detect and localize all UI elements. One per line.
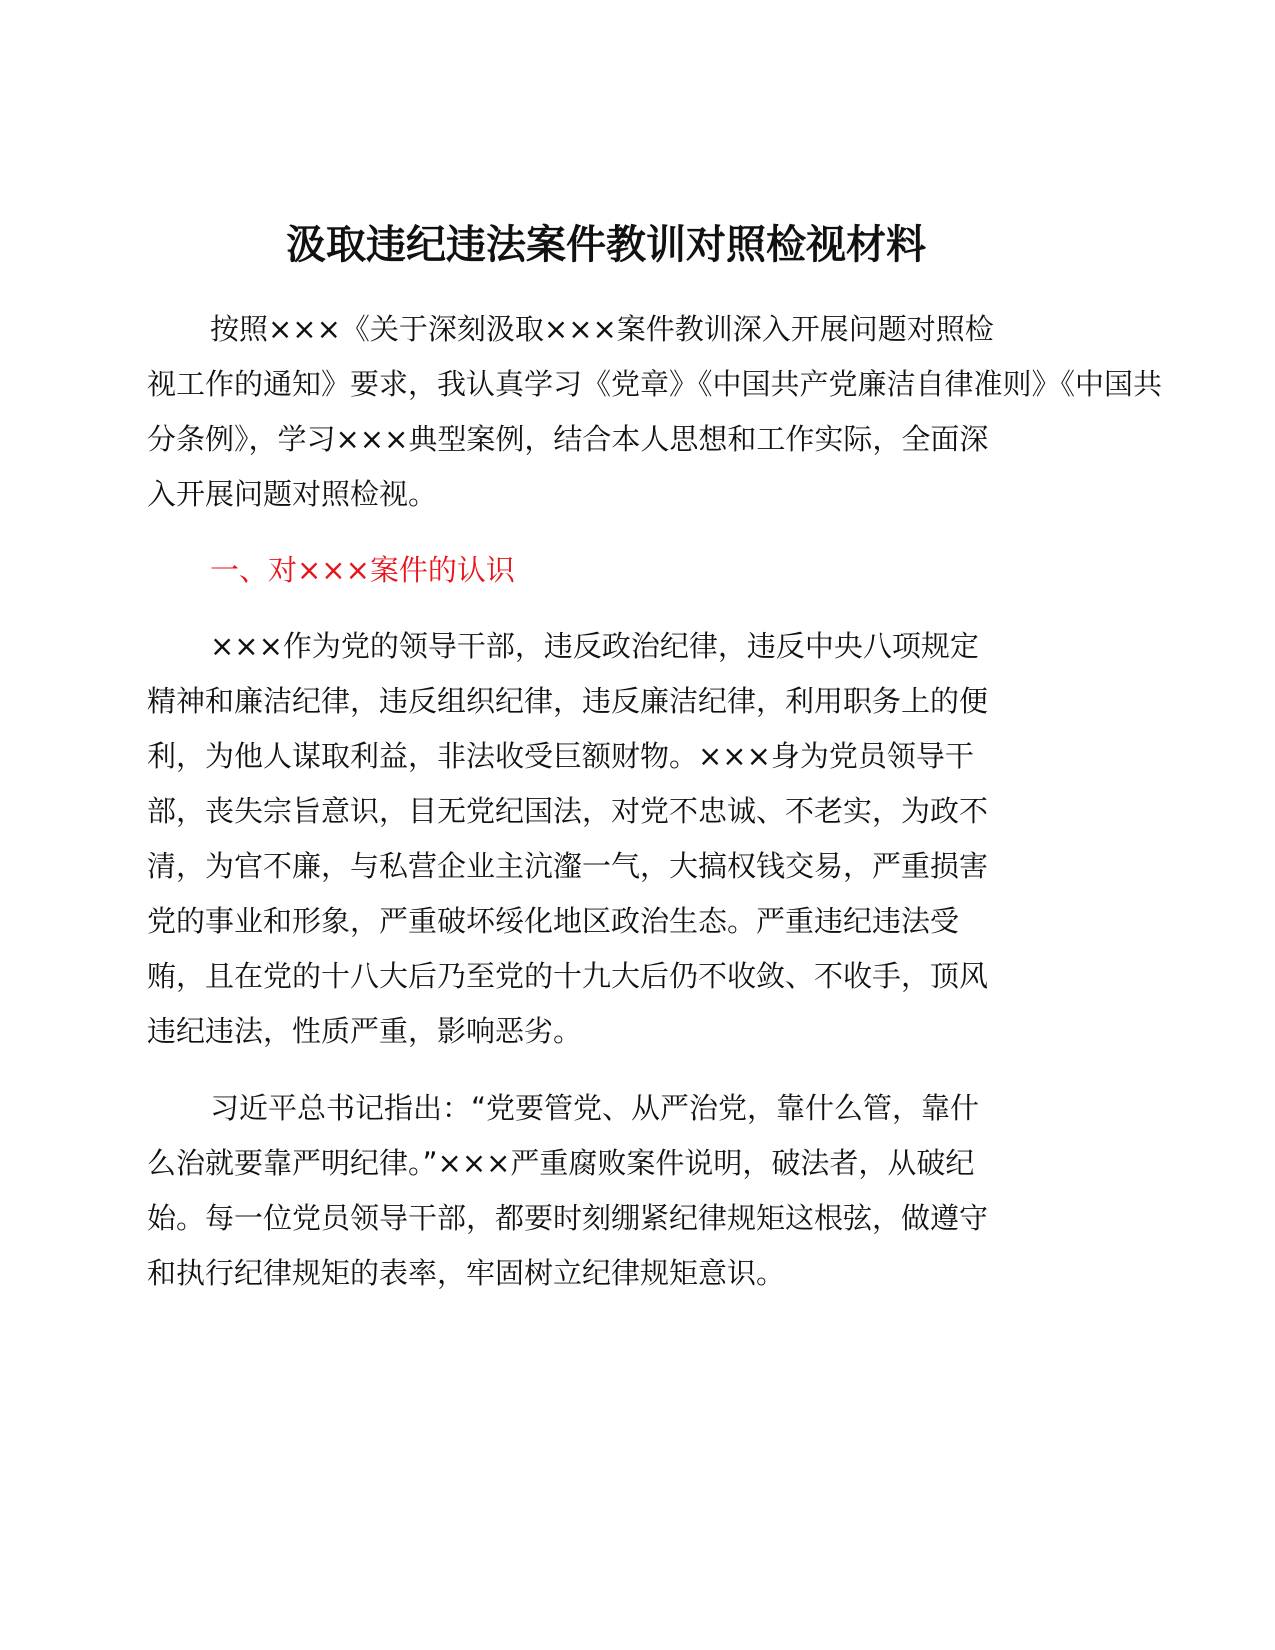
paragraph2-line-2: 么治就要靠严明纪律。”×××严重腐败案件说明，破法者，从破纪 xyxy=(147,1146,975,1180)
document-title: 汲取违纪违法案件教训对照检视材料 xyxy=(286,222,926,268)
intro-line-3: 分条例》，学习×××典型案例，结合本人思想和工作实际，全面深 xyxy=(147,422,989,456)
intro-line-2: 视工作的通知》要求，我认真学习《党章》《中国共产党廉洁自律准则》《中国共 xyxy=(147,367,1163,401)
intro-line-4: 入开展问题对照检视。 xyxy=(147,477,438,511)
paragraph1-line-3: 利，为他人谋取利益，非法收受巨额财物。×××身为党员领导干 xyxy=(147,739,974,773)
paragraph1-line-2: 精神和廉洁纪律，违反组织纪律，违反廉洁纪律，利用职务上的便 xyxy=(147,684,989,718)
paragraph1-line-4: 部，丧失宗旨意识，目无党纪国法，对党不忠诚、不老实，为政不 xyxy=(147,794,989,828)
paragraph2-line-3: 始。每一位党员领导干部，都要时刻绷紧纪律规矩这根弦，做遵守 xyxy=(147,1201,989,1235)
paragraph1-line-1: ×××作为党的领导干部，违反政治纪律，违反中央八项规定 xyxy=(210,629,979,663)
paragraph1-line-8: 违纪违法，性质严重，影响恶劣。 xyxy=(147,1014,583,1048)
section-heading-1: 一、对×××案件的认识 xyxy=(210,553,515,587)
paragraph2-line-1: 习近平总书记指出：“党要管党、从严治党，靠什么管，靠什 xyxy=(210,1091,980,1125)
intro-line-1: 按照×××《关于深刻汲取×××案件教训深入开展问题对照检 xyxy=(210,312,994,346)
paragraph1-line-6: 党的事业和形象，严重破坏绥化地区政治生态。严重违纪违法受 xyxy=(147,904,960,938)
paragraph1-line-7: 贿，且在党的十八大后乃至党的十九大后仍不收敛、不收手，顶风 xyxy=(147,959,989,993)
paragraph1-line-5: 清，为官不廉，与私营企业主沆瀣一气，大搞权钱交易，严重损害 xyxy=(147,849,989,883)
paragraph2-line-4: 和执行纪律规矩的表率，牢固树立纪律规矩意识。 xyxy=(147,1256,786,1290)
